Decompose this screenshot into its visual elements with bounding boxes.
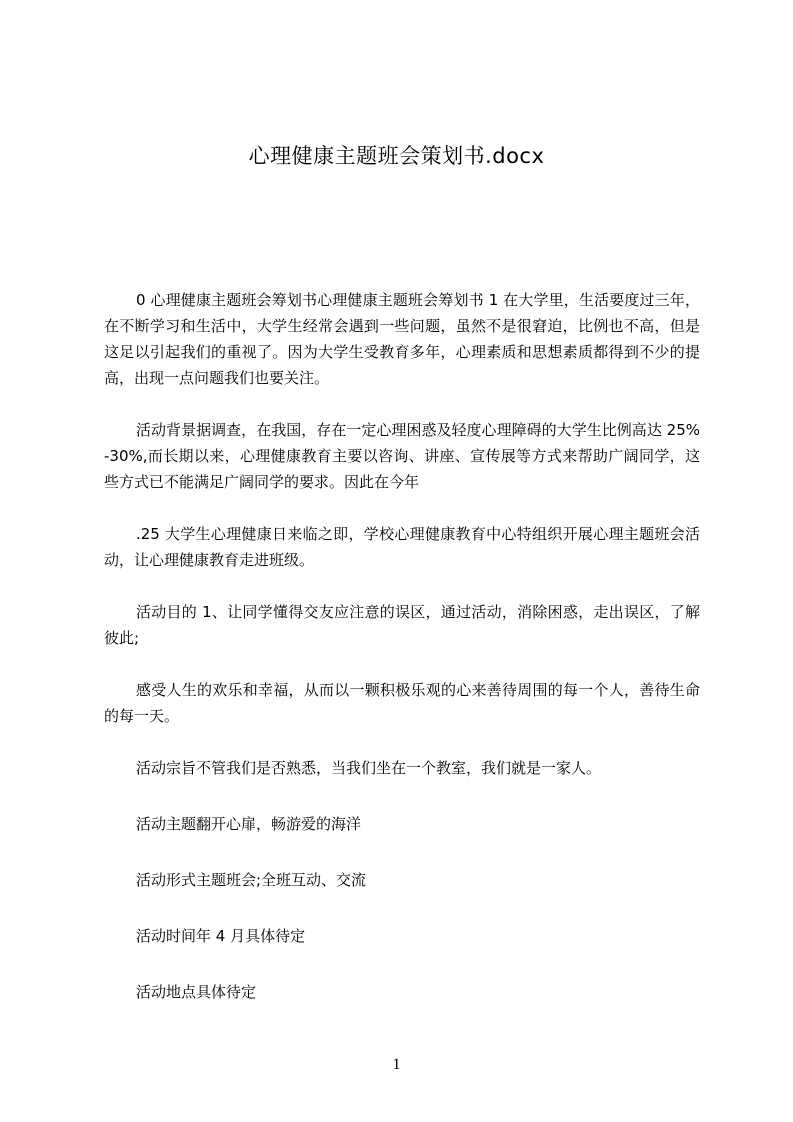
document-title: 心理健康主题班会策划书.docx [248,144,545,168]
paragraph-location: 活动地点具体待定 [136,983,257,1001]
page-number: 1 [392,1056,401,1073]
paragraph-time: 活动时间年 4 月具体待定 [136,927,306,945]
document-body [104,287,700,1035]
paragraph-intro: 0 心理健康主题班会筹划书心理健康主题班会筹划书 1 在大学里，生活要度过三年，在不断学习和生活中，大学生经常会遇到一些问题，虽然不是很窘迫，比例也不高，但是这足以引起我们的重视了。因为大学生受教育多年，心理素质和思想素质都得到不少的提高，出现一点问题我们也要关注。 [104,291,700,387]
paragraph-tenet: 活动宗旨不管我们是否熟悉，当我们坐在一个教室，我们就是一家人。 [136,759,602,777]
paragraph-purpose: 活动目的 1、让同学懂得交友应注意的误区，通过活动，消除困惑，走出误区，了解彼此; [104,603,700,647]
paragraph-feelings: 感受人生的欢乐和幸福，从而以一颗积极乐观的心来善待周围的每一个人，善待生命的每一天。 [104,681,700,725]
paragraph-format: 活动形式主题班会;全班互动、交流 [136,871,367,889]
paragraph-mental-health-day: .25 大学生心理健康日来临之即，学校心理健康教育中心特组织开展心理主题班会活动，让心理健康教育走进班级。 [104,525,700,569]
paragraph-theme: 活动主题翻开心扉，畅游爱的海洋 [136,815,362,833]
paragraph-background: 活动背景据调查，在我国，存在一定心理困惑及轻度心理障碍的大学生比例高达 25%-30%,而长期以来，心理健康教育主要以咨询、讲座、宣传展等方式来帮助广阔同学，这些方式已不能满足广阔同学的要求。因此在今年 [104,421,700,491]
